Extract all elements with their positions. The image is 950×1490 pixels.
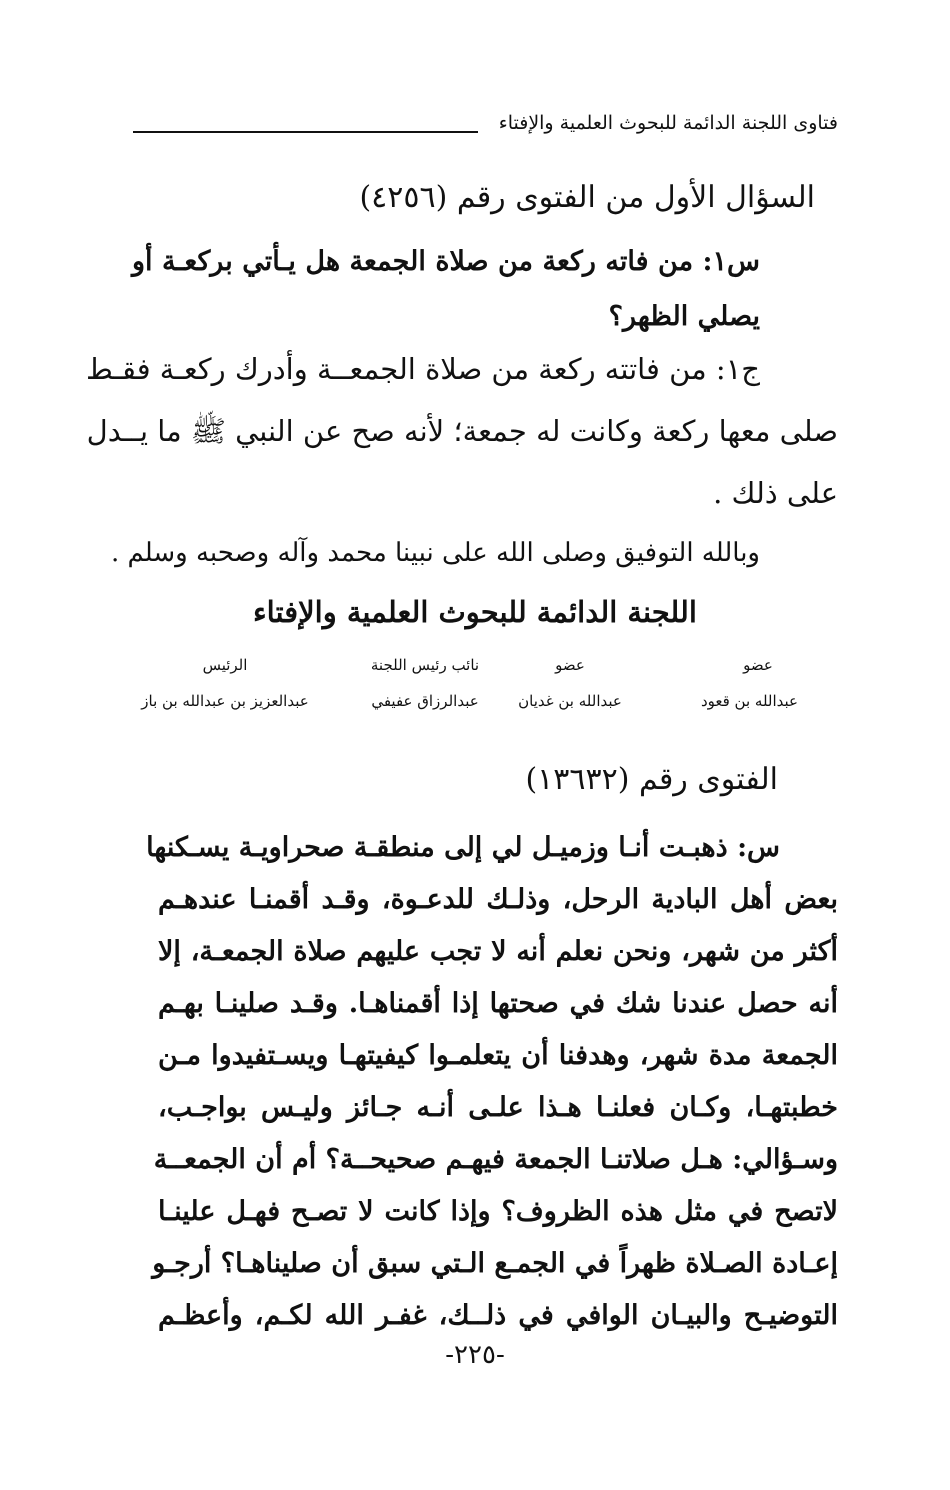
fatwa-1-question-line: س١: من فاته ركعة من صلاة الجمعة هل يـأتي بركعـة أو [132, 246, 760, 277]
fatwa-2-question-line: أكثر من شهر، ونحن نعلم أنه لا تجب عليهم صلاة الجمعـة، إلا [158, 936, 838, 967]
fatwa-2-question-line: س: ذهبـت أنـا وزميـل لي إلى منطقـة صحراويـة يسـكنها [146, 832, 780, 863]
signatory-3-name: عبدالرزاق عفيفي [371, 692, 479, 710]
fatwa-2-title: الفتوى رقم (١٣٦٣٢) [525, 762, 778, 797]
fatwa-1-answer-line: على ذلك . [713, 476, 838, 510]
fatwa-1-answer-line: ج١: من فاتته ركعة من صلاة الجمعــة وأدرك ركعـة فقـط [86, 352, 760, 386]
fatwa-2-question-line: وسـؤالي: هـل صلاتنـا الجمعة فيهـم صحيحــة؟ أم أن الجمعــة [153, 1144, 838, 1175]
fatwa-2-question-line: التوضيـح والبيـان الوافي في ذلــك، غفـر الله لكـم، وأعظـم [158, 1300, 838, 1331]
signatory-2-name: عبدالله بن غديان [518, 692, 622, 710]
running-header: فتاوى اللجنة الدائمة للبحوث العلمية والإفتاء [498, 112, 838, 134]
fatwa-1-question-line: يصلي الظهر؟ [608, 301, 760, 332]
signatory-4-name: عبدالعزيز بن عبدالله بن باز [141, 692, 309, 710]
signatory-3-title: نائب رئيس اللجنة [370, 656, 480, 674]
fatwa-2-question-line: الجمعة مدة شهر، وهدفنا أن يتعلمـوا كيفيتهـا ويسـتفيدوا مـن [158, 1040, 838, 1071]
fatwa-2-question-line: لاتصح في مثل هذه الظروف؟ وإذا كانت لا تصـح فهـل علينـا [158, 1196, 838, 1227]
fatwa-2-question-line: إعـادة الصـلاة ظهراً في الجمـع الـتي سبق أن صليناهـا؟ أرجـو [152, 1248, 838, 1279]
fatwa-2-question-line: أنه حصل عندنا شك في صحتها إذا أقمناهـا. وقـد صلينـا بهـم [158, 988, 838, 1019]
fatwa-2-question-line: بعض أهل البادية الرحل، وذلـك للدعـوة، وقـد أقمنـا عندهـم [158, 884, 838, 915]
signatory-2-title: عضو [555, 656, 585, 674]
page-number: -٢٢٥- [445, 1340, 505, 1370]
fatwa-1-title: السؤال الأول من الفتوى رقم (٤٢٥٦) [359, 180, 815, 215]
committee-name: اللجنة الدائمة للبحوث العلمية والإفتاء [253, 595, 697, 629]
fatwa-2-question [146, 822, 838, 1342]
signatory-1-name: عبدالله بن قعود [700, 692, 798, 710]
fatwa-2-question-line: خطبتهـا، وكـان فعلنـا هـذا علـى أنـه جـائز وليـس بواجـب، [158, 1092, 838, 1123]
header-rule [133, 131, 478, 133]
closing-formula: وبالله التوفيق وصلى الله على نبينا محمد وآله وصحبه وسلم . [110, 538, 760, 568]
fatwa-1-answer-line: صلى معها ركعة وكانت له جمعة؛ لأنه صح عن النبي ﷺ ما يــدل [86, 414, 838, 448]
signatory-1-title: عضو [743, 656, 773, 674]
signatory-4-title: الرئيس [202, 656, 248, 674]
